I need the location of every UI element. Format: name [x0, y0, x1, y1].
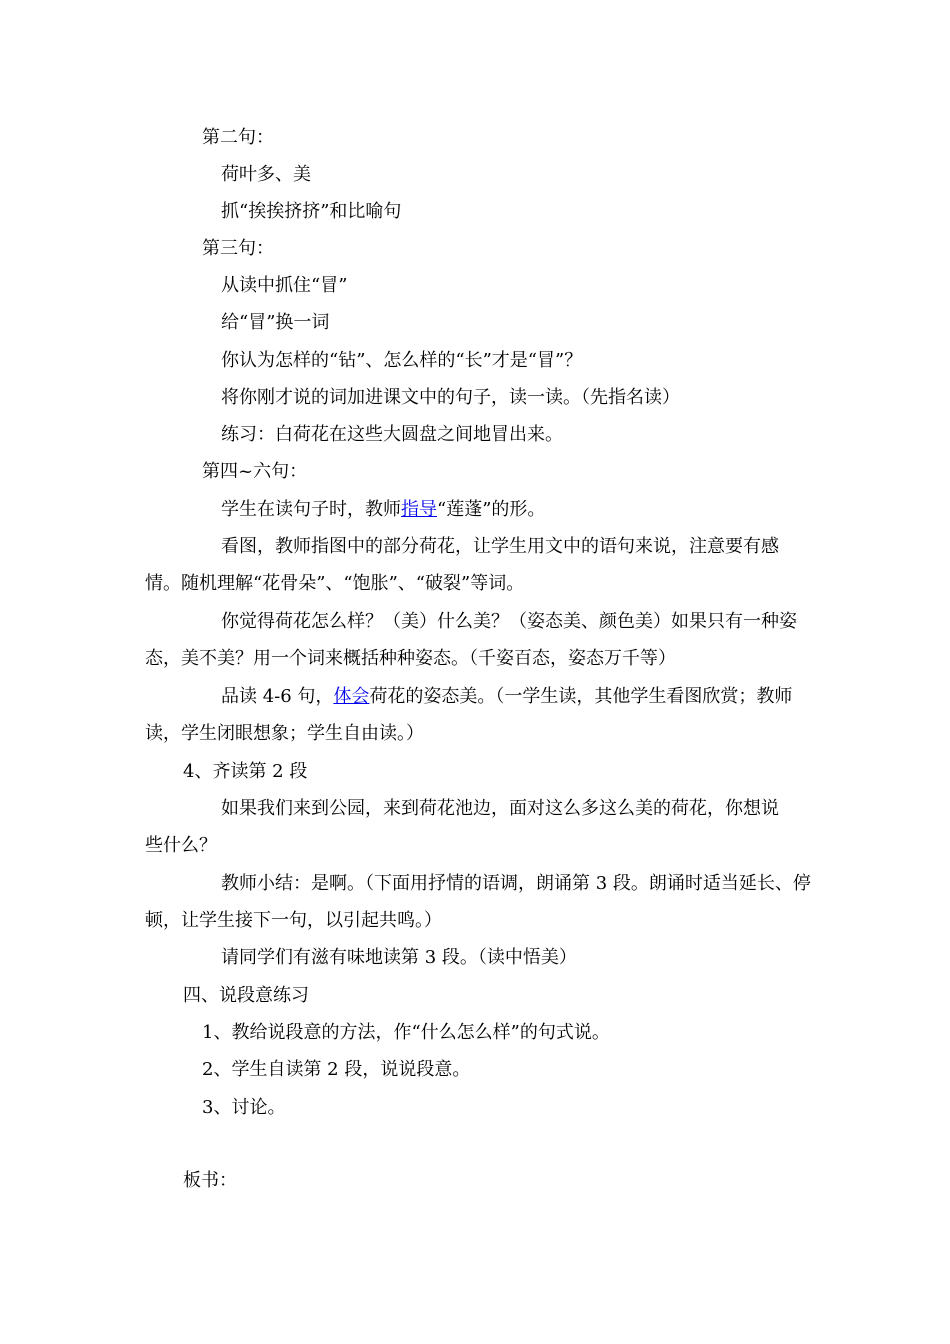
guide-line-suffix: “莲蓬”的形。: [437, 499, 546, 520]
sentence3-point-5: 练习：白荷花在这些大圆盘之间地冒出来。: [221, 424, 563, 445]
sentence4-6-heading: 第四~六句：: [202, 461, 308, 482]
reading-line-1: [221, 685, 792, 709]
feeling-line-1: 你觉得荷花怎么样？（美）什么美？（姿态美、颜色美）如果只有一种姿: [221, 611, 797, 632]
experience-link[interactable]: 体会: [333, 686, 370, 707]
sentence2-point-2: 抓“挨挨挤挤”和比喻句: [221, 201, 402, 222]
sentence2-heading: 第二句：: [202, 127, 274, 148]
sentence3-point-1: 从读中抓住“冒”: [221, 275, 348, 296]
picture-line-2: 情。随机理解“花骨朵”、“饱胀”、“破裂”等词。: [145, 573, 525, 594]
step4-heading: 4、齐读第 2 段: [183, 761, 308, 782]
guide-link[interactable]: 指导: [401, 499, 437, 520]
picture-line-1: 看图，教师指图中的部分荷花，让学生用文中的语句来说，注意要有感: [221, 536, 779, 557]
section4-item-3: 3、讨论。: [202, 1097, 286, 1118]
summary-line-2: 顿，让学生接下一句，以引起共鸣。）: [145, 910, 442, 931]
sentence2-point-1: 荷叶多、美: [221, 164, 311, 185]
park-line-2: 些什么？: [145, 835, 217, 856]
guide-line-prefix: 学生在读句子时，教师: [221, 499, 401, 520]
reading-line-prefix: 品读 4-6 句，: [221, 686, 334, 707]
section4-heading: 四、说段意练习: [183, 985, 309, 1006]
feeling-line-2: 态，美不美？用一个词来概括种种姿态。（千姿百态，姿态万千等）: [145, 648, 676, 669]
section4-item-2: 2、学生自读第 2 段，说说段意。: [202, 1059, 471, 1080]
reading-line-2: 读，学生闭眼想象；学生自由读。）: [145, 723, 424, 744]
section4-item-1: 1、教给说段意的方法，作“什么怎么样”的句式说。: [202, 1022, 610, 1043]
sentence3-point-2: 给“冒”换一词: [221, 312, 330, 333]
park-line-1: 如果我们来到公园，来到荷花池边，面对这么多这么美的荷花，你想说: [221, 798, 779, 819]
sentence3-point-4: 将你刚才说的词加进课文中的句子，读一读。（先指名读）: [221, 387, 680, 408]
sentence3-point-3: 你认为怎样的“钻”、怎么样的“长”才是“冒”？: [221, 350, 583, 371]
savor-line: 请同学们有滋有味地读第 3 段。（读中悟美）: [221, 947, 577, 968]
reading-line-suffix: 荷花的姿态美。（一学生读，其他学生看图欣赏；教师: [369, 686, 793, 707]
sentence3-heading: 第三句：: [202, 238, 274, 259]
summary-line-1: 教师小结：是啊。（下面用抒情的语调，朗诵第 3 段。朗诵时适当延长、停: [221, 873, 811, 894]
guide-line: [221, 498, 545, 522]
blackboard-heading: 板书：: [183, 1170, 237, 1191]
